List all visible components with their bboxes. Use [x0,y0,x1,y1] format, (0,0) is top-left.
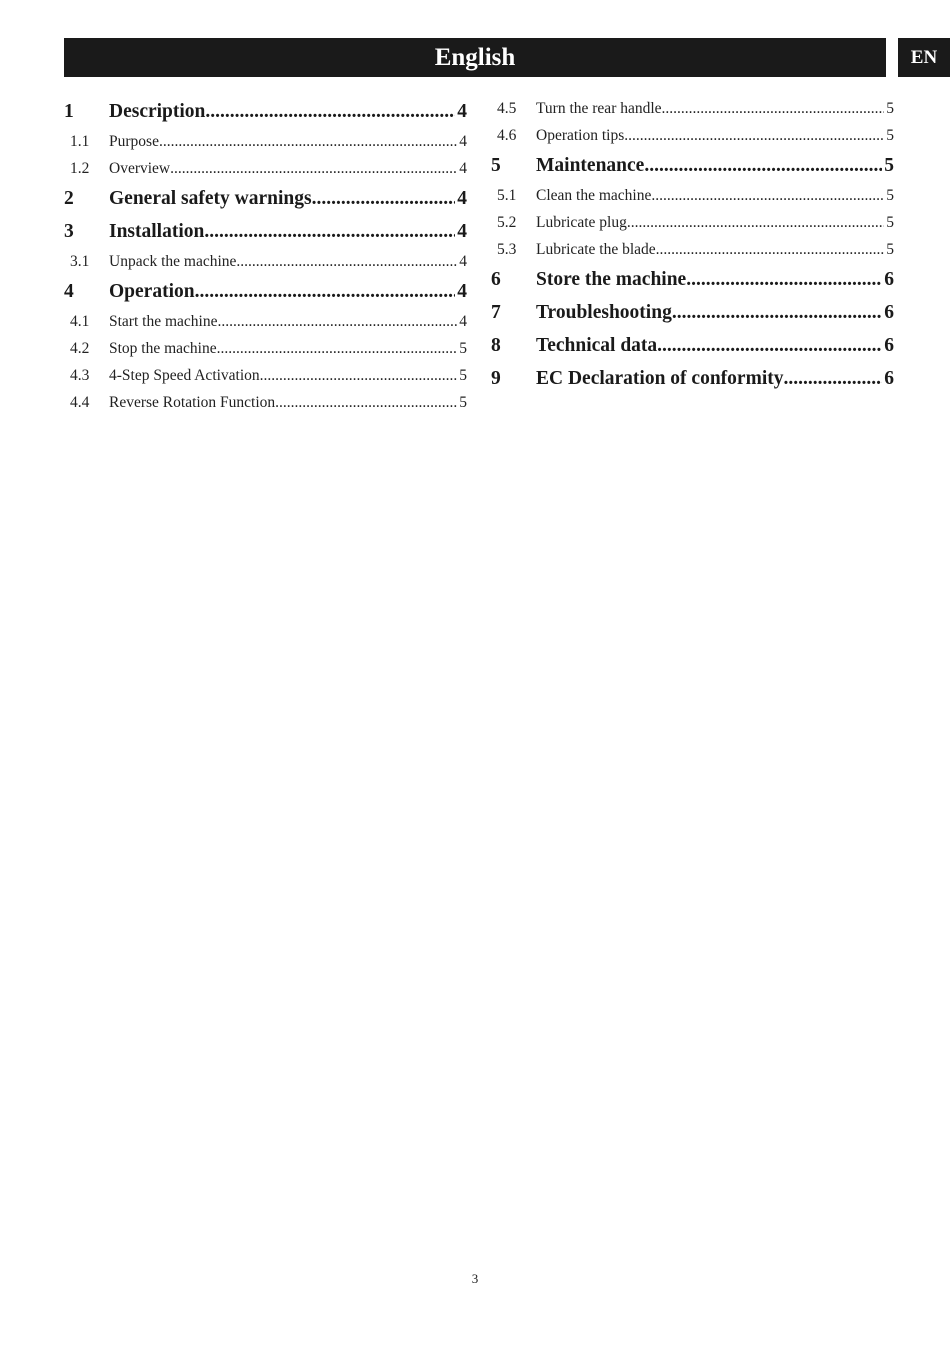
toc-dot-leader [205,95,455,128]
toc-entry-label: Store the machine [536,269,687,290]
toc-entry[interactable] [491,149,894,182]
toc-entry-number: 4.6 [497,127,517,144]
toc-entry-page: 5 [459,394,467,411]
toc-entry-page: 5 [459,367,467,384]
toc-entry-label: EC Declaration of conformity [536,368,784,389]
toc-entry-page: 5 [886,214,894,231]
toc-entry-number: 8 [491,335,501,356]
toc-entry-page: 4 [459,133,467,150]
toc-entry[interactable] [64,248,467,275]
toc-entry-label: Start the machine [109,313,218,330]
toc-entry-number: 3.1 [70,253,90,270]
toc-entry[interactable] [64,275,467,308]
toc-entry[interactable] [491,263,894,296]
toc-entry-label: Technical data [536,335,658,356]
toc-dot-leader [662,95,885,122]
toc-entry-label: Lubricate plug [536,214,627,231]
language-code: EN [910,46,938,68]
toc-entry-number: 1.2 [70,160,90,177]
toc-entry-page: 6 [884,269,894,290]
toc-entry[interactable] [64,215,467,248]
toc-entry[interactable] [64,95,467,128]
toc-entry[interactable] [64,335,467,362]
toc-entry-page: 4 [459,313,467,330]
toc-entry-number: 5.2 [497,214,517,231]
toc-entry-page: 5 [886,241,894,258]
toc-entry-number: 4.4 [70,394,90,411]
toc-dot-leader [217,335,458,362]
toc-entry-label: 4-Step Speed Activation [109,367,260,384]
toc-entry-page: 4 [457,281,467,302]
toc-dot-leader [195,275,456,308]
toc-dot-leader [260,362,458,389]
toc-entry[interactable] [64,155,467,182]
section-title-bar [64,38,886,77]
toc-entry-page: 4 [457,221,467,242]
toc-entry[interactable] [491,296,894,329]
toc-entry-number: 5 [491,155,501,176]
toc-entry-label: Unpack the machine [109,253,237,270]
toc-dot-leader [159,128,457,155]
toc-entry-number: 4.5 [497,100,517,117]
toc-entry[interactable] [64,389,467,416]
toc-entry[interactable] [491,122,894,149]
toc-entry-label: Operation [109,281,195,302]
toc-entry-number: 3 [64,221,74,242]
toc-entry[interactable] [64,362,467,389]
toc-entry-page: 6 [884,335,894,356]
toc-entry-label: Stop the machine [109,340,217,357]
toc-entry[interactable] [491,362,894,395]
toc-entry-number: 4 [64,281,74,302]
toc-entry-label: Reverse Rotation Function [109,394,276,411]
toc-entry-label: Lubricate the blade [536,241,656,258]
toc-entry-number: 7 [491,302,501,323]
toc-entry-label: Maintenance [536,155,645,176]
language-tab [898,38,950,77]
toc-dot-leader [644,149,882,182]
page-number: 3 [471,1271,479,1286]
toc-dot-leader [686,263,882,296]
toc-dot-leader [275,389,457,416]
toc-entry-number: 6 [491,269,501,290]
toc-entry-page: 5 [886,127,894,144]
toc-entry[interactable] [491,329,894,362]
toc-entry-page: 4 [459,253,467,270]
toc-entry-number: 5.1 [497,187,517,204]
toc-entry-label: Turn the rear handle [536,100,662,117]
toc-entry-page: 5 [886,187,894,204]
toc-entry-label: Overview [109,160,171,177]
toc-entry-label: General safety warnings [109,188,312,209]
toc-dot-leader [783,362,882,395]
toc-entry-number: 4.3 [70,367,90,384]
toc-dot-leader [170,155,457,182]
toc-entry-page: 4 [457,188,467,209]
toc-entry-page: 4 [459,160,467,177]
toc-dot-leader [656,236,885,263]
toc-entry-page: 5 [886,100,894,117]
toc-entry-number: 4.1 [70,313,90,330]
toc-column-left [64,95,467,416]
toc-entry[interactable] [491,236,894,263]
toc-entry-number: 1.1 [70,133,90,150]
toc-entry-label: Clean the machine [536,187,652,204]
toc-entry-number: 2 [64,188,74,209]
toc-dot-leader [236,248,457,275]
toc-dot-leader [624,122,884,149]
toc-entry-number: 1 [64,101,74,122]
toc-entry[interactable] [64,182,467,215]
toc-dot-leader [204,215,455,248]
toc-entry[interactable] [64,128,467,155]
toc-entry-label: Purpose [109,133,159,150]
toc-dot-leader [312,182,456,215]
toc-dot-leader [217,308,457,335]
toc-entry-page: 4 [457,101,467,122]
toc-entry[interactable] [491,209,894,236]
toc-entry[interactable] [64,308,467,335]
toc-entry[interactable] [491,95,894,122]
toc-column-right [491,95,894,395]
toc-entry-number: 4.2 [70,340,90,357]
toc-dot-leader [627,209,884,236]
toc-entry-page: 5 [884,155,894,176]
toc-entry-page: 6 [884,368,894,389]
toc-dot-leader [657,329,882,362]
toc-dot-leader [672,296,882,329]
toc-entry-label: Operation tips [536,127,625,144]
toc-entry-label: Installation [109,221,205,242]
toc-entry[interactable] [491,182,894,209]
toc-entry-page: 6 [884,302,894,323]
toc-entry-number: 5.3 [497,241,517,258]
section-title: English [434,43,516,71]
toc-entry-label: Troubleshooting [536,302,672,323]
toc-entry-page: 5 [459,340,467,357]
toc-entry-label: Description [109,101,206,122]
toc-entry-number: 9 [491,368,501,389]
toc-dot-leader [651,182,884,209]
